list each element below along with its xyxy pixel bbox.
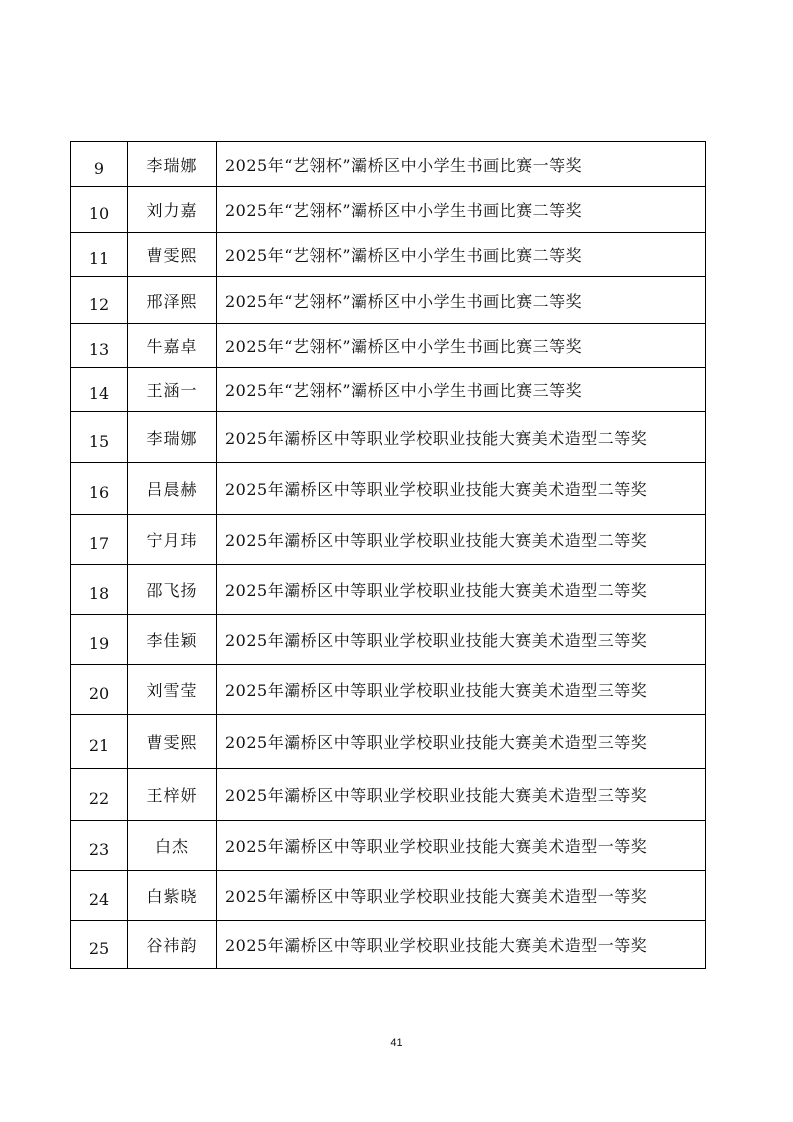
student-name: 王涵一 bbox=[128, 368, 217, 412]
table-row bbox=[71, 921, 706, 969]
award-name: 2025年灞桥区中等职业学校职业技能大赛美术造型二等奖 bbox=[217, 463, 706, 515]
table-row bbox=[71, 871, 706, 921]
row-number: 16 bbox=[71, 463, 128, 515]
student-name: 李佳颖 bbox=[128, 615, 217, 665]
student-name: 吕晨赫 bbox=[128, 463, 217, 515]
award-name: 2025年灞桥区中等职业学校职业技能大赛美术造型一等奖 bbox=[217, 821, 706, 871]
student-name: 宁月玮 bbox=[128, 515, 217, 565]
award-name: 2025年灞桥区中等职业学校职业技能大赛美术造型三等奖 bbox=[217, 769, 706, 821]
student-name: 邢泽熙 bbox=[128, 277, 217, 324]
page-number: 41 bbox=[390, 1037, 403, 1049]
table-row bbox=[71, 142, 706, 187]
table-row bbox=[71, 615, 706, 665]
award-name: 2025年“艺翎杯”灞桥区中小学生书画比赛二等奖 bbox=[217, 233, 706, 277]
student-name: 王梓妍 bbox=[128, 769, 217, 821]
row-number: 12 bbox=[71, 277, 128, 324]
table-row bbox=[71, 565, 706, 615]
award-name: 2025年“艺翎杯”灞桥区中小学生书画比赛三等奖 bbox=[217, 368, 706, 412]
student-name: 牛嘉卓 bbox=[128, 324, 217, 368]
awards-table bbox=[70, 141, 706, 969]
award-name: 2025年灞桥区中等职业学校职业技能大赛美术造型一等奖 bbox=[217, 871, 706, 921]
row-number: 21 bbox=[71, 715, 128, 769]
row-number: 13 bbox=[71, 324, 128, 368]
row-number: 10 bbox=[71, 187, 128, 233]
table-row bbox=[71, 412, 706, 463]
student-name: 曹雯熙 bbox=[128, 715, 217, 769]
award-name: 2025年灞桥区中等职业学校职业技能大赛美术造型二等奖 bbox=[217, 565, 706, 615]
award-name: 2025年“艺翎杯”灞桥区中小学生书画比赛一等奖 bbox=[217, 142, 706, 187]
student-name: 李瑞娜 bbox=[128, 412, 217, 463]
award-name: 2025年灞桥区中等职业学校职业技能大赛美术造型三等奖 bbox=[217, 615, 706, 665]
award-name: 2025年“艺翎杯”灞桥区中小学生书画比赛二等奖 bbox=[217, 277, 706, 324]
table-row bbox=[71, 769, 706, 821]
table-row bbox=[71, 821, 706, 871]
row-number: 18 bbox=[71, 565, 128, 615]
student-name: 曹雯熙 bbox=[128, 233, 217, 277]
table-row bbox=[71, 515, 706, 565]
award-name: 2025年灞桥区中等职业学校职业技能大赛美术造型二等奖 bbox=[217, 515, 706, 565]
table-row bbox=[71, 463, 706, 515]
table-row bbox=[71, 715, 706, 769]
row-number: 20 bbox=[71, 665, 128, 715]
award-name: 2025年灞桥区中等职业学校职业技能大赛美术造型二等奖 bbox=[217, 412, 706, 463]
row-number: 9 bbox=[71, 142, 128, 187]
student-name: 白紫晓 bbox=[128, 871, 217, 921]
row-number: 15 bbox=[71, 412, 128, 463]
student-name: 谷祎韵 bbox=[128, 921, 217, 969]
row-number: 25 bbox=[71, 921, 128, 969]
award-name: 2025年灞桥区中等职业学校职业技能大赛美术造型三等奖 bbox=[217, 665, 706, 715]
award-name: 2025年“艺翎杯”灞桥区中小学生书画比赛二等奖 bbox=[217, 187, 706, 233]
award-name: 2025年灞桥区中等职业学校职业技能大赛美术造型三等奖 bbox=[217, 715, 706, 769]
student-name: 邵飞扬 bbox=[128, 565, 217, 615]
table-row bbox=[71, 665, 706, 715]
row-number: 19 bbox=[71, 615, 128, 665]
student-name: 刘力嘉 bbox=[128, 187, 217, 233]
student-name: 李瑞娜 bbox=[128, 142, 217, 187]
table-row bbox=[71, 187, 706, 233]
row-number: 14 bbox=[71, 368, 128, 412]
table-row bbox=[71, 277, 706, 324]
student-name: 白杰 bbox=[128, 821, 217, 871]
table-row bbox=[71, 368, 706, 412]
row-number: 24 bbox=[71, 871, 128, 921]
student-name: 刘雪莹 bbox=[128, 665, 217, 715]
row-number: 22 bbox=[71, 769, 128, 821]
award-name: 2025年灞桥区中等职业学校职业技能大赛美术造型一等奖 bbox=[217, 921, 706, 969]
award-name: 2025年“艺翎杯”灞桥区中小学生书画比赛三等奖 bbox=[217, 324, 706, 368]
table-row bbox=[71, 324, 706, 368]
table-row bbox=[71, 233, 706, 277]
row-number: 17 bbox=[71, 515, 128, 565]
row-number: 23 bbox=[71, 821, 128, 871]
row-number: 11 bbox=[71, 233, 128, 277]
